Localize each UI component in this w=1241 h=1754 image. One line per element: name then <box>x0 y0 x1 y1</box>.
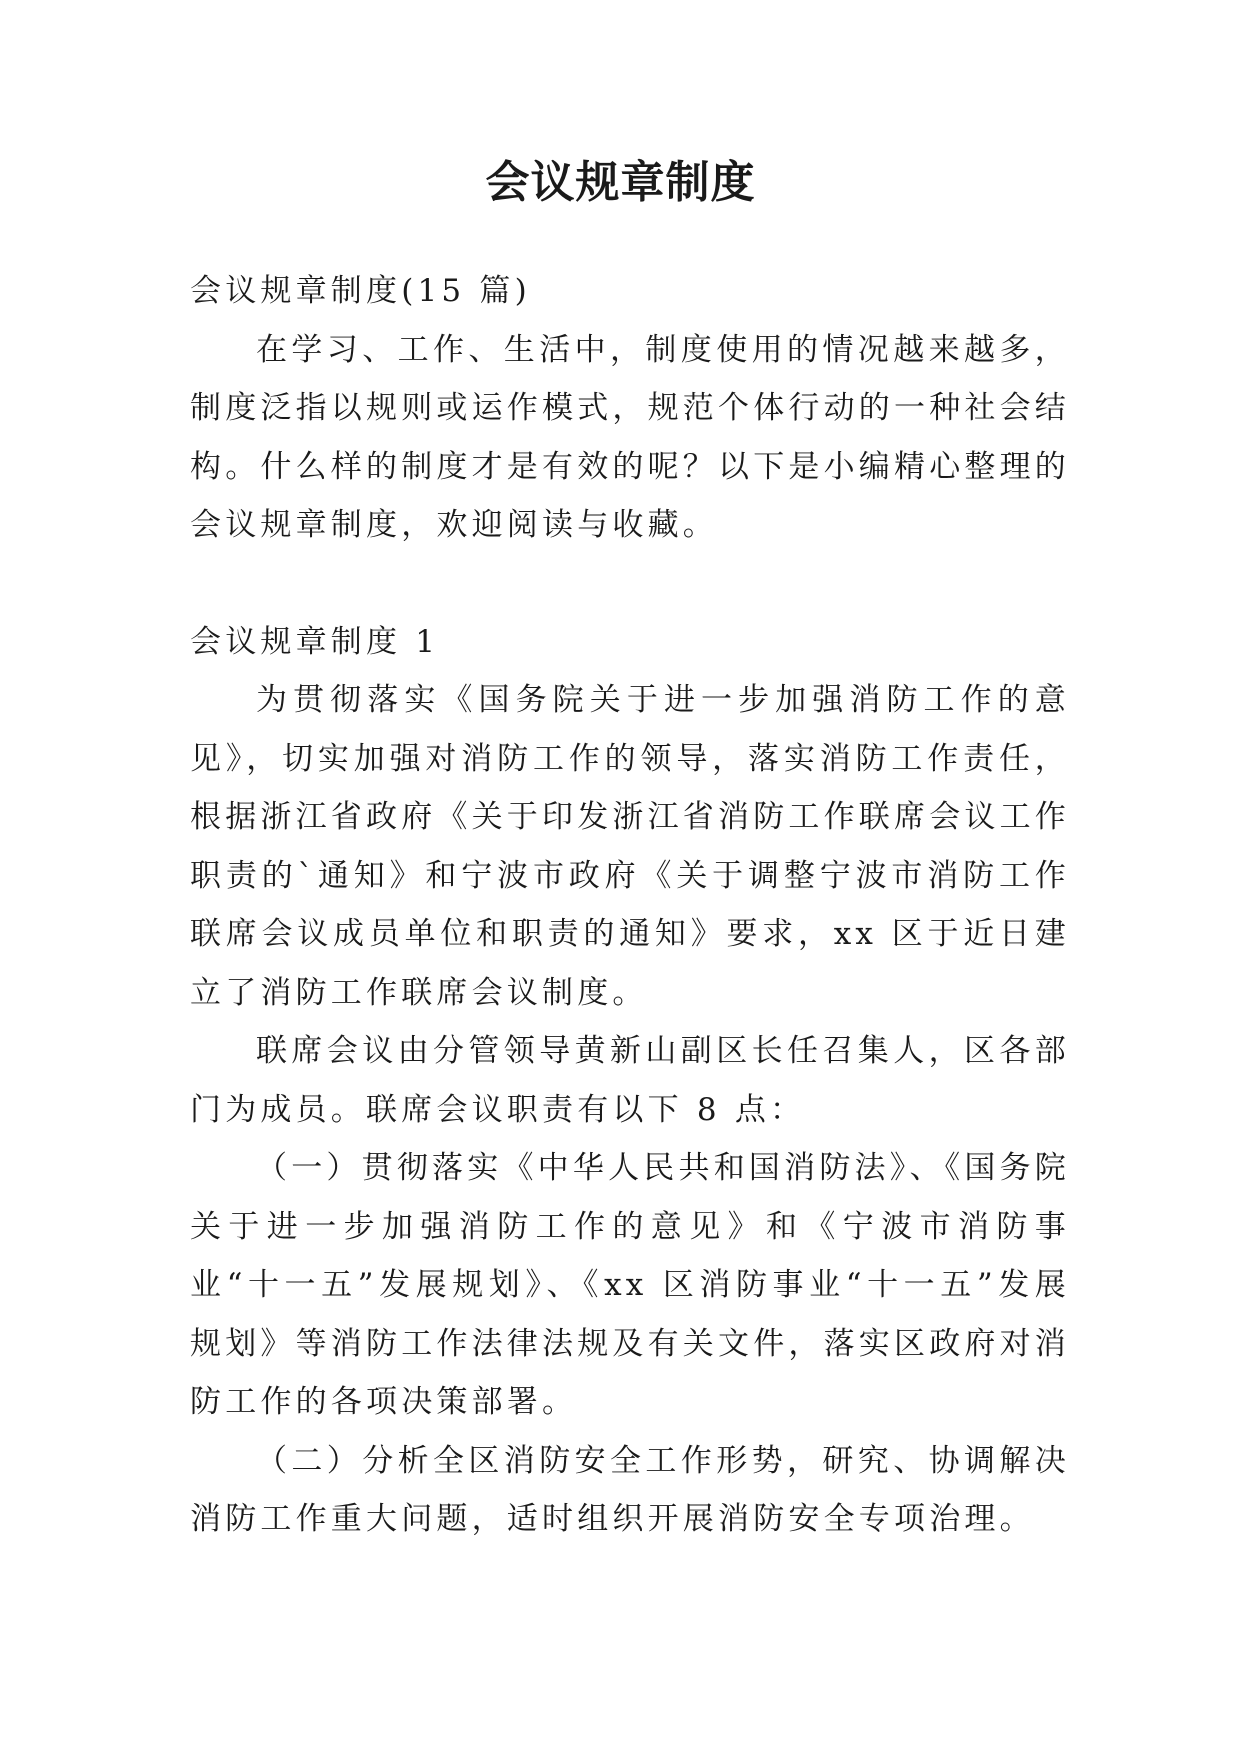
paragraph-spacer <box>190 555 1070 613</box>
document-subtitle: 会议规章制度(15 篇) <box>190 273 531 309</box>
body-paragraph-2: 联席会议由分管领导黄新山副区长任召集人，区各部门为成员。联席会议职责有以下 8 点： <box>190 1033 1070 1128</box>
document-title: 会议规章制度 <box>485 157 756 208</box>
intro-paragraph: 在学习、工作、生活中，制度使用的情况越来越多，制度泛指以规则或运作模式，规范个体行动的一种社会结构。什么样的制度才是有效的呢？以下是小编精心整理的会议规章制度，欢迎阅读与收藏。 <box>190 331 1070 543</box>
body-paragraph-3: （一）贯彻落实《中华人民共和国消防法》、《国务院关于进一步加强消防工作的意见》和《宁波市消防事业“十一五”发展规划》、《xx 区消防事业“十一五”发展规划》等消防工作法律法规及有关文件，落实区政府对消防工作的各项决策部署。 <box>190 1150 1070 1420</box>
body-paragraph-1: 为贯彻落实《国务院关于进一步加强消防工作的意见》，切实加强对消防工作的领导，落实消防工作责任，根据浙江省政府《关于印发浙江省消防工作联席会议工作职责的`通知》和宁波市政府《关于调整宁波市消防工作联席会议成员单位和职责的通知》要求，xx 区于近日建立了消防工作联席会议制度。 <box>190 682 1070 1011</box>
section-heading: 会议规章制度 1 <box>190 623 440 660</box>
body-paragraph-4: （二）分析全区消防安全工作形势，研究、协调解决消防工作重大问题，适时组织开展消防安全专项治理。 <box>190 1442 1070 1537</box>
document-body <box>190 262 1070 1549</box>
